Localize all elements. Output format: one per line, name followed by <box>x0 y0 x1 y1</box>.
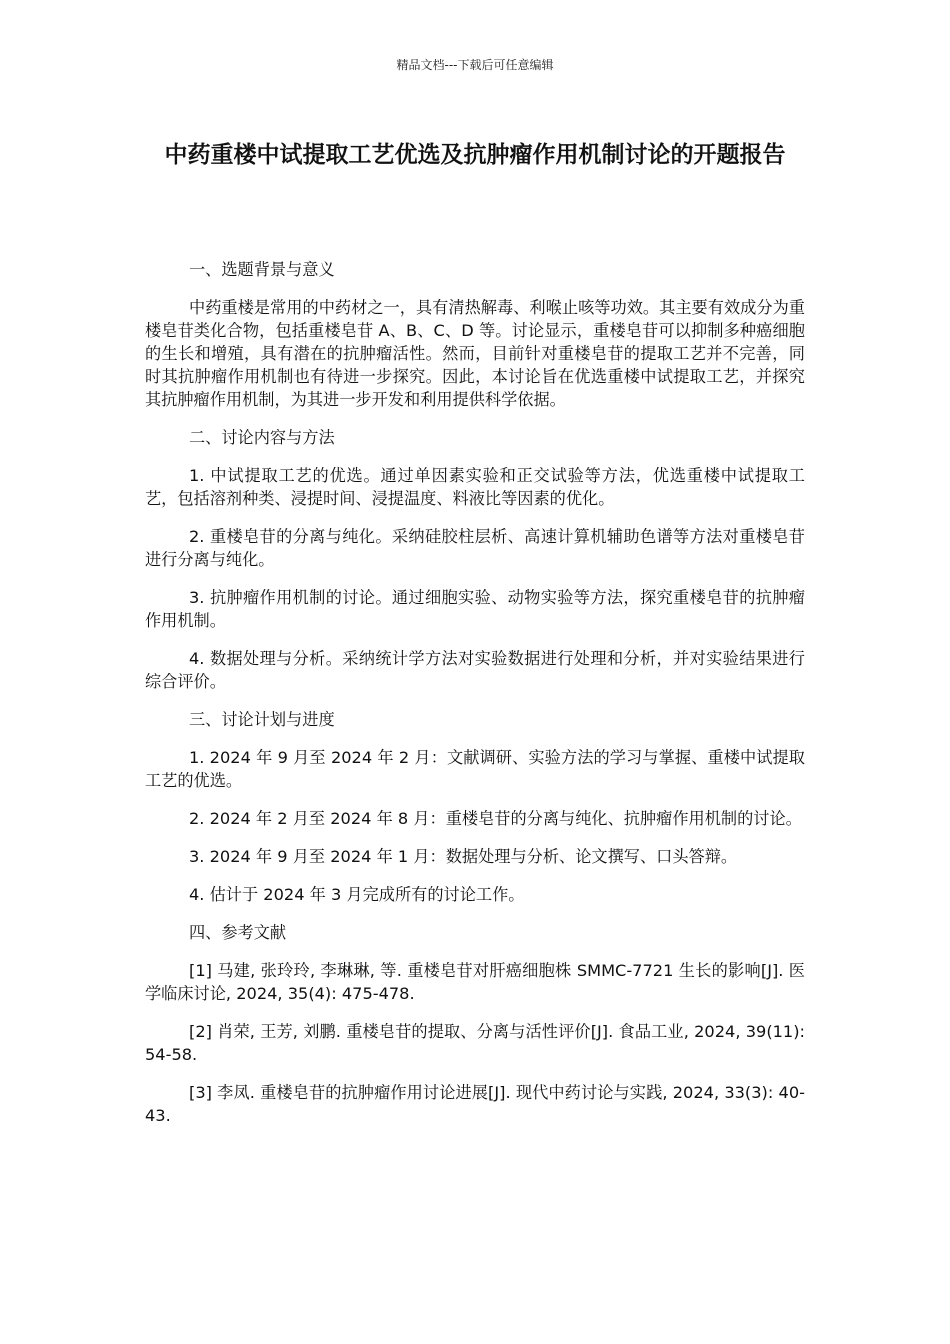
paragraph: 4. 估计于 2024 年 3 月完成所有的讨论工作。 <box>189 885 525 904</box>
paragraph: 中药重楼是常用的中药材之一，具有清热解毒、利喉止咳等功效。其主要有效成分为重楼皂苷类化合物，包括重楼皂苷 A、B、C、D 等。讨论显示，重楼皂苷可以抑制多种癌细胞的生长和增殖，具有潜在的抗肿瘤活性。然而，目前针对重楼皂苷的提取工艺并不完善，同时其抗肿瘤作用机制也有待进一步探究。因此，本讨论旨在优选重楼中试提取工艺，并探究其抗肿瘤作用机制，为其进一步开发和利用提供科学依据。 <box>145 298 805 409</box>
paragraph: 3. 抗肿瘤作用机制的讨论。通过细胞实验、动物实验等方法，探究重楼皂苷的抗肿瘤作用机制。 <box>145 588 805 630</box>
section-heading: 一、选题背景与意义 <box>189 260 335 279</box>
paragraph: 2. 2024 年 2 月至 2024 年 8 月：重楼皂苷的分离与纯化、抗肿瘤作用机制的讨论。 <box>189 809 802 828</box>
reference-item: [1] 马建, 张玲玲, 李琳琳, 等. 重楼皂苷对肝癌细胞株 SMMC-7721 生长的影响[J]. 医学临床讨论, 2024, 35(4): 475-478. <box>145 961 805 1003</box>
paragraph: 1. 2024 年 9 月至 2024 年 2 月：文献调研、实验方法的学习与掌握、重楼中试提取工艺的优选。 <box>145 748 805 790</box>
header-note: 精品文档---下载后可任意编辑 <box>396 58 554 72</box>
paragraph: 4. 数据处理与分析。采纳统计学方法对实验数据进行处理和分析，并对实验结果进行综合评价。 <box>145 649 805 691</box>
paragraph: 2. 重楼皂苷的分离与纯化。采纳硅胶柱层析、高速计算机辅助色谱等方法对重楼皂苷进行分离与纯化。 <box>145 527 805 569</box>
section-heading: 二、讨论内容与方法 <box>189 428 335 447</box>
reference-item: [3] 李凤. 重楼皂苷的抗肿瘤作用讨论进展[J]. 现代中药讨论与实践, 2024, 33(3): 40-43. <box>145 1083 805 1125</box>
paragraph: 3. 2024 年 9 月至 2024 年 1 月：数据处理与分析、论文撰写、口头答辩。 <box>189 847 738 866</box>
paragraph: 1. 中试提取工艺的优选。通过单因素实验和正交试验等方法，优选重楼中试提取工艺，包括溶剂种类、浸提时间、浸提温度、料液比等因素的优化。 <box>145 466 805 508</box>
section-heading: 三、讨论计划与进度 <box>189 710 335 729</box>
page-title: 中药重楼中试提取工艺优选及抗肿瘤作用机制讨论的开题报告 <box>164 142 786 168</box>
section-heading: 四、参考文献 <box>189 923 287 942</box>
document-body <box>145 258 805 1127</box>
reference-item: [2] 肖荣, 王芳, 刘鹏. 重楼皂苷的提取、分离与活性评价[J]. 食品工业, 2024, 39(11): 54-58. <box>145 1022 805 1064</box>
